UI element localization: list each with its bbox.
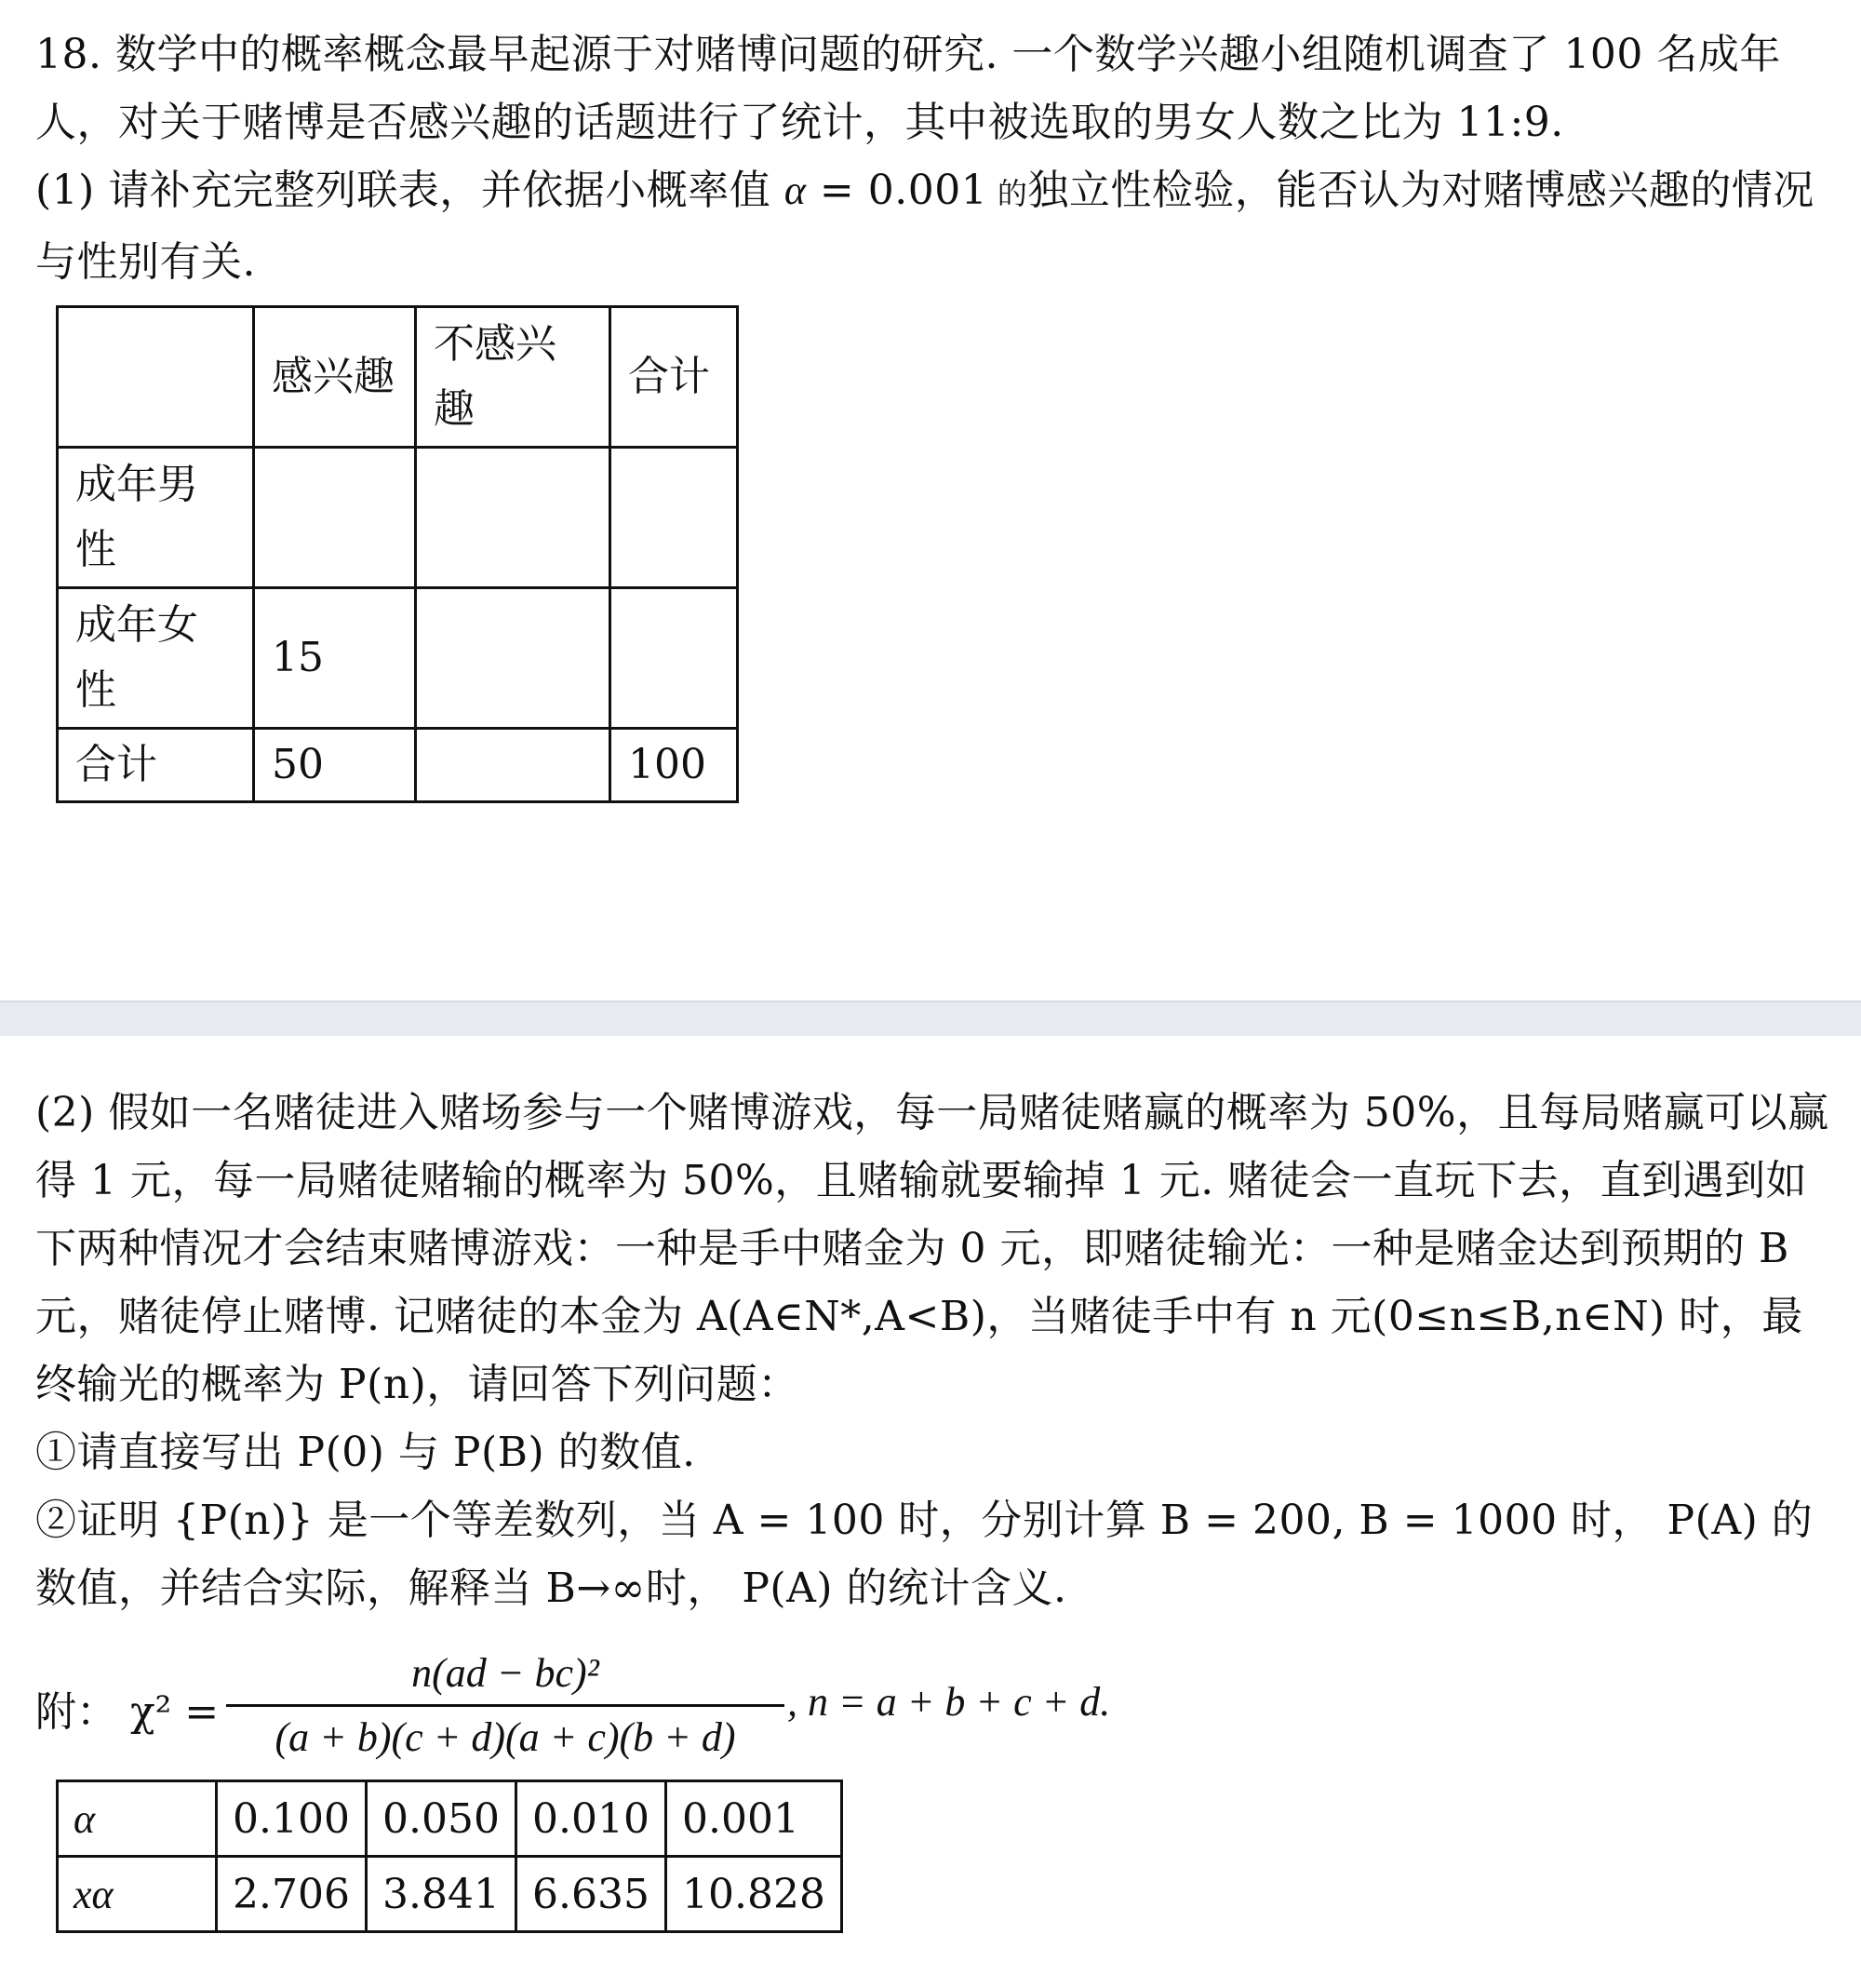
contingency-table: [56, 305, 739, 803]
table-cell: [416, 448, 610, 588]
row-label-total: 合计: [58, 729, 254, 802]
part1-de: 的: [987, 176, 1028, 211]
table-cell: 10.828: [666, 1857, 842, 1932]
formula-numerator: n(ad − bc)²: [411, 1650, 599, 1696]
question-1: [35, 1418, 1836, 1486]
table-cell: 15: [254, 588, 416, 729]
row-label-female: 成年女性: [58, 588, 254, 729]
table-row: [58, 588, 738, 729]
table-cell: 0.050: [367, 1781, 516, 1857]
question-2: [35, 1486, 1836, 1622]
problem-intro: [35, 20, 1836, 156]
formula-fraction: [226, 1643, 784, 1768]
table-row: [58, 307, 738, 448]
question-1-text: ①请直接写出 P(0) 与 P(B) 的数值.: [35, 1429, 696, 1476]
table-cell: 3.841: [367, 1857, 516, 1932]
formula-denominator: (a + b)(c + d)(a + c)(b + d): [274, 1714, 736, 1760]
table-cell: [610, 448, 738, 588]
part1-prefix: (1) 请补充完整列联表，并依据小概率值: [35, 167, 784, 214]
problem-intro-text: 18. 数学中的概率概念最早起源于对赌博问题的研究. 一个数学兴趣小组随机调查了 100 名成年人，对关于赌博是否感兴趣的话题进行了统计，其中被选取的男女人数之比为 11:9.: [35, 31, 1781, 146]
table-cell: 0.100: [217, 1781, 367, 1857]
alpha-value: = 0.001: [806, 167, 988, 214]
table-cell: xα: [58, 1857, 217, 1932]
table-cell: α: [58, 1781, 217, 1857]
table-cell: [58, 307, 254, 448]
table-row: [58, 729, 738, 802]
table-header-not-interested: 不感兴趣: [416, 307, 610, 448]
formula-lead: 附： χ² =: [35, 1688, 220, 1736]
table-row: [58, 1781, 842, 1857]
table-row: [58, 448, 738, 588]
table-cell: 50: [254, 729, 416, 802]
table-cell: [416, 588, 610, 729]
table-row: [58, 1857, 842, 1932]
table-cell: [254, 448, 416, 588]
table-header-total: 合计: [610, 307, 738, 448]
problem-part1: [35, 156, 1836, 296]
table-cell: 6.635: [516, 1857, 666, 1932]
table-cell: 0.001: [666, 1781, 842, 1857]
alpha-symbol: α: [783, 168, 807, 213]
part1-suffix: 独立性检验，能否认为对赌博感兴趣的情况与性别有关.: [35, 167, 1814, 286]
table-cell: [610, 588, 738, 729]
part2-text: (2) 假如一名赌徒进入赌场参与一个赌博游戏，每一局赌徒赌赢的概率为 50%，且每局赌赢可以赢得 1 元，每一局赌徒赌输的概率为 50%，且赌输就要输掉 1 元. 赌徒会一直玩下去，直到遇到如下两种情况才会结束赌博游戏：一种是手中赌金为 0 元，即赌徒输光：一种是赌金达到预期的 B 元，赌徒停止赌博. 记赌徒的本金为 A(A∈N*,A<B)，当赌徒手中有 n 元(0≤n≤B,n∈N) 时，最终输光的概率为 P(n)，请回答下列问题：: [35, 1089, 1829, 1408]
problem-part2: [35, 1079, 1836, 1418]
table-cell: 100: [610, 729, 738, 802]
table-cell: 0.010: [516, 1781, 666, 1857]
table-header-interested: 感兴趣: [254, 307, 416, 448]
question-2-text: ②证明 {P(n)} 是一个等差数列，当 A = 100 时，分别计算 B = 200, B = 1000 时， P(A) 的数值，并结合实际，解释当 B→∞时， P(A) 的统计含义.: [35, 1497, 1814, 1612]
table-cell: [416, 729, 610, 802]
row-label-male: 成年男性: [58, 448, 254, 588]
formula-tail: , n = a + b + c + d.: [787, 1679, 1111, 1725]
page-separator: [0, 1001, 1861, 1038]
table-cell: 2.706: [217, 1857, 367, 1932]
critical-value-table: [56, 1780, 843, 1933]
